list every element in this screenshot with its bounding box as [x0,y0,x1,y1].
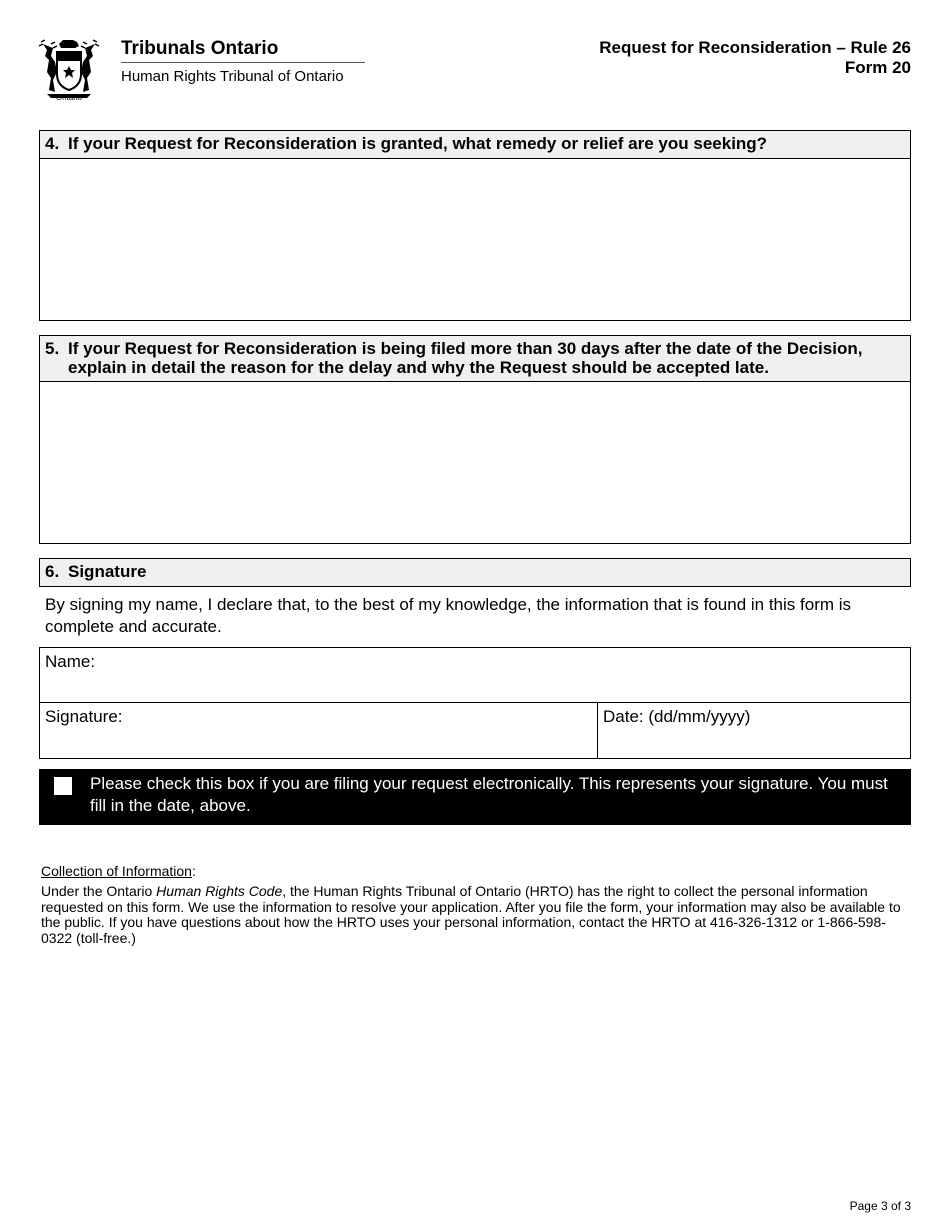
section-6-number: 6. [45,562,60,581]
header-divider [121,62,365,63]
logo-caption: Ontario [55,93,83,102]
section-5-number: 5. [45,339,60,358]
section-6-title: Signature [68,562,147,581]
section-5-answer-field[interactable] [39,381,911,544]
collection-title: Collection of Information [41,863,192,879]
collection-body-italic: Human Rights Code [156,883,283,899]
collection-body [41,884,911,946]
section-4-header [39,130,911,159]
section-5-title: If your Request for Reconsideration is being filed more than 30 days after the date of the Decision, explain in detail the reason for the delay and why the Request should be accepted late. [68,339,863,377]
form-title: Request for Reconsideration – Rule 26 [599,38,911,57]
date-label: Date: (dd/mm/yyyy) [603,707,751,726]
signature-declaration: By signing my name, I declare that, to the best of my knowledge, the information that is found in this form is complete and accurate. [45,595,852,636]
section-6-header [39,558,911,587]
electronic-filing-banner [39,769,911,825]
section-4-answer-field[interactable] [39,158,911,321]
collection-heading [41,863,196,879]
form-title-block [599,38,911,78]
electronic-filing-checkbox[interactable] [54,777,72,795]
section-4-title: If your Request for Reconsideration is granted, what remedy or relief are you seeking? [68,134,768,153]
signature-label: Signature: [45,707,123,726]
electronic-filing-text: Please check this box if you are filing your request electronically. This represents your signature. You must fill in the date, above. [90,774,888,815]
tribunal-name: Human Rights Tribunal of Ontario [121,68,344,85]
date-field[interactable] [598,703,910,758]
name-field[interactable] [40,648,910,703]
signature-table [39,647,911,759]
form-number: Form 20 [844,58,911,77]
signature-field[interactable] [40,703,598,758]
page-number: Page 3 of 3 [849,1199,911,1213]
section-5-header [39,335,911,382]
collection-colon: : [191,863,196,879]
section-4-number: 4. [45,134,60,153]
collection-body-post: , the Human Rights Tribunal of Ontario (HRTO) has the right to collect the personal information requested on this form. We use the information to resolve your application. After you file the form, your information may also be available to the public. If you have questions about how the HRTO uses your personal information, contact the HRTO at 416-326-1312 or 1-866-598-0322 (toll-free.) [41,883,901,946]
collection-body-pre: Under the Ontario [41,883,157,899]
name-label: Name: [45,652,96,671]
org-name: Tribunals Ontario [121,38,279,59]
